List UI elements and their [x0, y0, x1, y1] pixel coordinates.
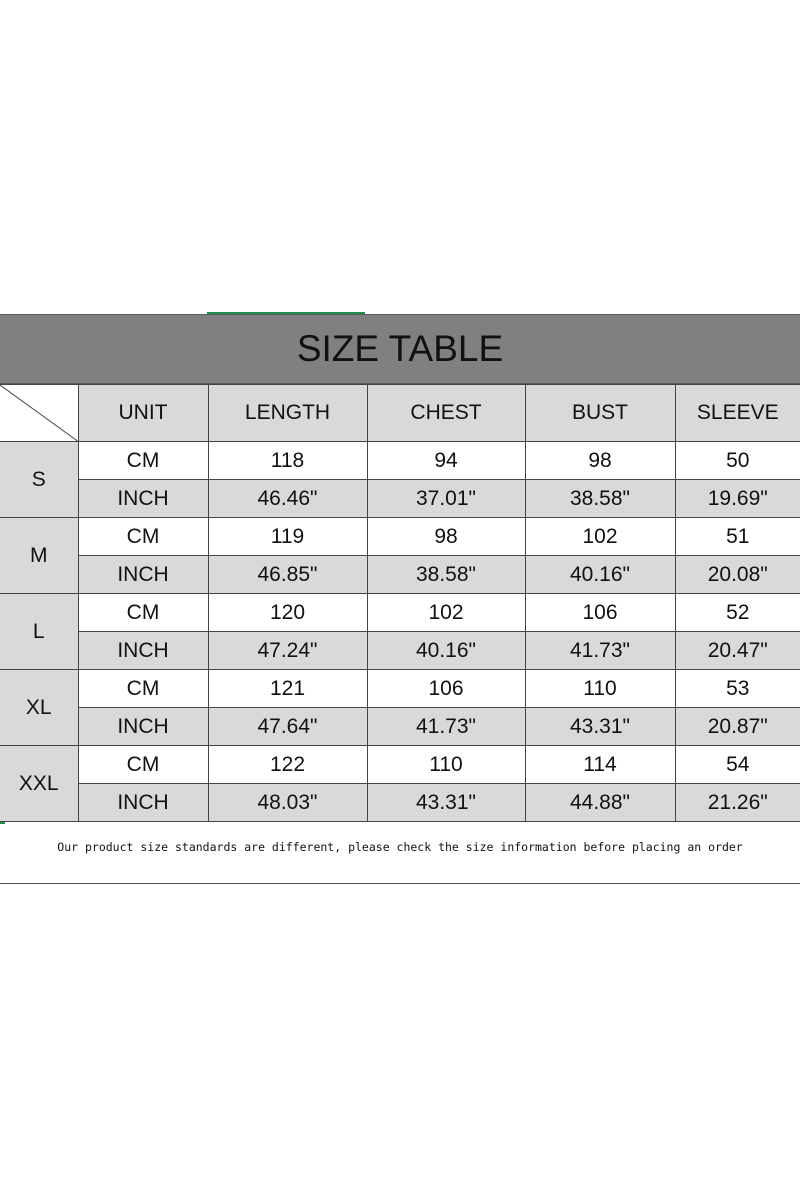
- table-row-inch: [0, 556, 800, 594]
- header-sleeve: SLEEVE: [675, 385, 800, 442]
- chest-value: 41.73": [367, 708, 525, 746]
- table-row-cm: [0, 746, 800, 784]
- chest-value: 106: [367, 670, 525, 708]
- header-length: LENGTH: [208, 385, 367, 442]
- table-row-inch: [0, 708, 800, 746]
- length-value: 121: [208, 670, 367, 708]
- table-row-inch: [0, 632, 800, 670]
- unit-label: CM: [78, 670, 208, 708]
- bust-value: 102: [525, 518, 675, 556]
- sleeve-value: 54: [675, 746, 800, 784]
- length-value: 46.85": [208, 556, 367, 594]
- table-row-inch: [0, 480, 800, 518]
- bust-value: 40.16": [525, 556, 675, 594]
- footer-note: Our product size standards are different, please check the size information before placing an order: [0, 822, 800, 884]
- sleeve-value: 21.26": [675, 784, 800, 822]
- table-row-cm: [0, 518, 800, 556]
- table-row-cm: [0, 442, 800, 480]
- length-value: 48.03": [208, 784, 367, 822]
- bust-value: 41.73": [525, 632, 675, 670]
- table-row-cm: [0, 594, 800, 632]
- bust-value: 114: [525, 746, 675, 784]
- unit-label: INCH: [78, 708, 208, 746]
- chest-value: 110: [367, 746, 525, 784]
- page-title: SIZE TABLE: [296, 328, 504, 369]
- length-value: 118: [208, 442, 367, 480]
- sleeve-value: 19.69": [675, 480, 800, 518]
- length-value: 46.46": [208, 480, 367, 518]
- chest-value: 43.31": [367, 784, 525, 822]
- size-label: M: [0, 518, 78, 594]
- length-value: 120: [208, 594, 367, 632]
- unit-label: INCH: [78, 632, 208, 670]
- unit-label: INCH: [78, 784, 208, 822]
- sleeve-value: 50: [675, 442, 800, 480]
- bust-value: 106: [525, 594, 675, 632]
- chest-value: 94: [367, 442, 525, 480]
- size-label: L: [0, 594, 78, 670]
- sleeve-value: 20.47": [675, 632, 800, 670]
- length-value: 122: [208, 746, 367, 784]
- bust-value: 110: [525, 670, 675, 708]
- diagonal-divider-icon: [0, 385, 78, 441]
- table-row-inch: [0, 784, 800, 822]
- header-chest: CHEST: [367, 385, 525, 442]
- size-rows: [0, 442, 800, 822]
- table-row-cm: [0, 670, 800, 708]
- sleeve-value: 53: [675, 670, 800, 708]
- chest-value: 102: [367, 594, 525, 632]
- unit-label: CM: [78, 746, 208, 784]
- bust-value: 44.88": [525, 784, 675, 822]
- bust-value: 43.31": [525, 708, 675, 746]
- chest-value: 98: [367, 518, 525, 556]
- corner-cell: [0, 385, 78, 442]
- sleeve-value: 51: [675, 518, 800, 556]
- sleeve-value: 52: [675, 594, 800, 632]
- size-label: S: [0, 442, 78, 518]
- chest-value: 40.16": [367, 632, 525, 670]
- bust-value: 98: [525, 442, 675, 480]
- chest-value: 37.01": [367, 480, 525, 518]
- unit-label: CM: [78, 594, 208, 632]
- header-unit: UNIT: [78, 385, 208, 442]
- length-value: 47.64": [208, 708, 367, 746]
- header-bust: BUST: [525, 385, 675, 442]
- size-table: [0, 384, 800, 822]
- unit-label: INCH: [78, 556, 208, 594]
- length-value: 47.24": [208, 632, 367, 670]
- size-chart: [0, 314, 800, 886]
- unit-label: CM: [78, 518, 208, 556]
- sleeve-value: 20.08": [675, 556, 800, 594]
- bust-value: 38.58": [525, 480, 675, 518]
- size-label: XXL: [0, 746, 78, 822]
- length-value: 119: [208, 518, 367, 556]
- header-row: [0, 385, 800, 442]
- unit-label: INCH: [78, 480, 208, 518]
- sleeve-value: 20.87": [675, 708, 800, 746]
- chest-value: 38.58": [367, 556, 525, 594]
- title-bar: [0, 314, 800, 384]
- unit-label: CM: [78, 442, 208, 480]
- size-label: XL: [0, 670, 78, 746]
